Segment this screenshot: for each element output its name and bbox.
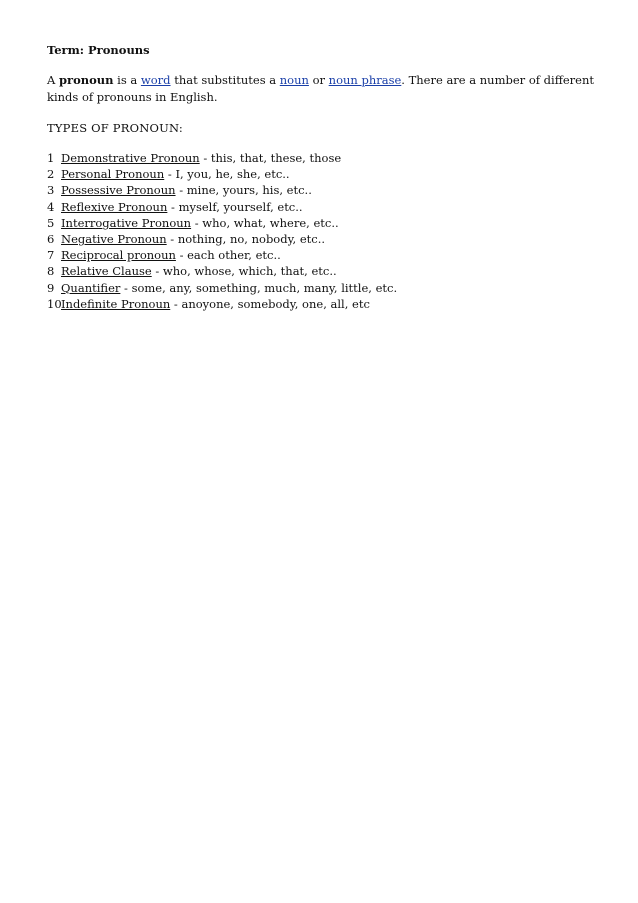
- item-number: 7: [47, 248, 55, 263]
- intro-mid-3: or: [308, 73, 329, 87]
- item-number: 9: [47, 280, 55, 295]
- term-title: Term: Pronouns: [47, 43, 150, 57]
- item-description: - myself, yourself, etc..: [167, 199, 303, 214]
- item-description: - nothing, no, nobody, etc..: [166, 232, 326, 247]
- list-item: [47, 215, 607, 231]
- item-term: Relative Clause: [61, 264, 152, 279]
- item-number: 1: [47, 151, 55, 165]
- item-description: - I, you, he, she, etc..: [164, 167, 290, 182]
- item-description: - mine, yours, his, etc..: [175, 183, 312, 198]
- item-term: Interrogative Pronoun: [61, 215, 192, 230]
- noun-link[interactable]: noun: [279, 73, 309, 87]
- intro-mid-2: that substitutes a: [170, 73, 280, 87]
- intro-paragraph: [47, 72, 607, 106]
- item-term: Indefinite Pronoun: [61, 296, 171, 311]
- item-description: - anoyone, somebody, one, all, etc: [170, 296, 370, 311]
- item-term: Reflexive Pronoun: [61, 199, 168, 214]
- list-item: [47, 199, 607, 215]
- item-term: Personal Pronoun: [61, 167, 165, 182]
- intro-prefix: A: [47, 73, 59, 87]
- item-description: - who, what, where, etc..: [191, 215, 339, 230]
- item-number: 2: [47, 167, 55, 182]
- list-item: [47, 150, 607, 166]
- list-item: [47, 247, 607, 263]
- item-description: - some, any, something, much, many, little, etc.: [120, 280, 398, 295]
- intro-mid-1: is a: [113, 73, 141, 87]
- intro-bold-pronoun: pronoun: [58, 73, 114, 87]
- item-term: Reciprocal pronoun: [61, 248, 176, 263]
- types-heading: TYPES OF PRONOUN:: [47, 121, 183, 135]
- list-item: [47, 231, 607, 247]
- item-number: 5: [47, 215, 55, 230]
- item-description: - each other, etc..: [175, 248, 281, 263]
- item-number: 8: [47, 264, 55, 279]
- item-number: 10: [47, 296, 62, 311]
- item-description: - this, that, these, those: [199, 151, 342, 165]
- document-page: [47, 42, 607, 312]
- list-item: [47, 280, 607, 296]
- list-item: [47, 296, 607, 312]
- list-item: [47, 182, 607, 198]
- intro-suffix: . There are a number of different kinds of pronouns in English.: [47, 73, 594, 104]
- list-item: [47, 263, 607, 279]
- word-link[interactable]: word: [140, 73, 171, 87]
- item-term: Possessive Pronoun: [61, 183, 176, 198]
- item-term: Demonstrative Pronoun: [61, 151, 200, 165]
- item-number: 6: [47, 232, 55, 247]
- item-description: - who, whose, which, that, etc..: [151, 264, 337, 279]
- item-number: 4: [47, 199, 55, 214]
- item-term: Quantifier: [61, 280, 121, 295]
- noun-phrase-link[interactable]: noun phrase: [328, 73, 402, 87]
- pronoun-type-list: [47, 150, 607, 312]
- item-term: Negative Pronoun: [61, 232, 167, 247]
- item-number: 3: [47, 183, 55, 198]
- list-item: [47, 166, 607, 182]
